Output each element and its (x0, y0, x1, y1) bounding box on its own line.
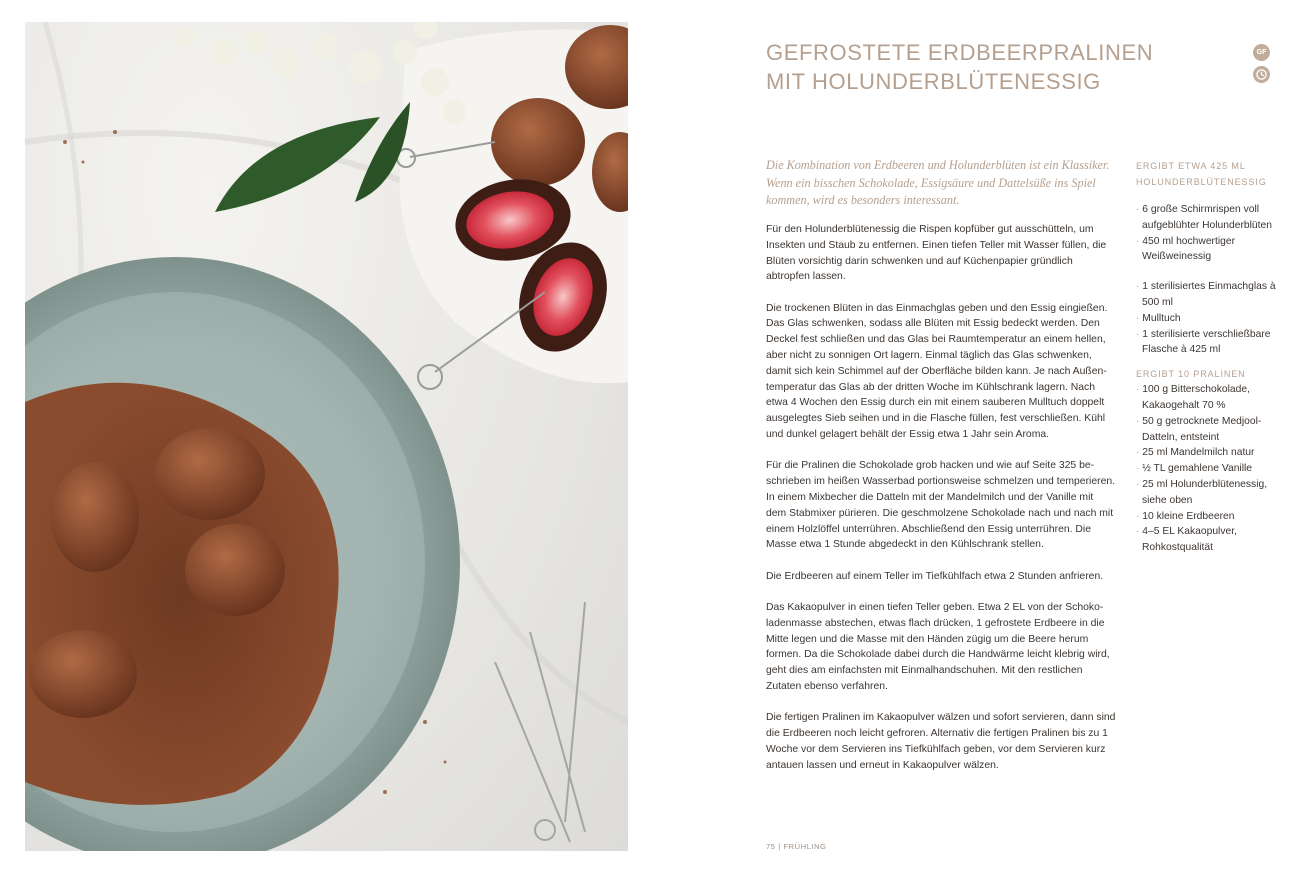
recipe-step: Die trockenen Blüten in das Einmachglas geben und den Essig eingießen. Das Glas schwenken, sodass alle Blüten mit Essig bedeckt werden. Den Deckel fest schließen und das Glas bei Raumtemperatur an einem hellen, aber nicht zu sonnigen Ort lagern. Einmal täglich das Glas schwenken, damit sich kein Schimmel auf der Oberfläche bilden kann. Je nach Außentemperatur das Glas ab der dritten Woche im Kühlschrank lagern. Nach etwa 4 Wochen den Essig durch ein mit einem sauberen Mulltuch doppelt ausgelegtes Sieb seihen und in die Flasche füllen, fest verschließen. Kühl und dunkel gelagert behält der Essig etwa 1 Jahr sein Aroma. (766, 302, 1108, 441)
recipe-photo (25, 22, 628, 851)
ingredient-item: · 10 kleine Erdbeeren (1136, 509, 1276, 525)
ingredient-item: · 6 große Schirmrispen voll aufgeblühter Holunderblüten (1136, 202, 1276, 234)
recipe-steps (766, 222, 1116, 789)
equipment-item: · 1 sterilisierte verschließbare Flasche à 425 ml (1136, 327, 1276, 359)
vinegar-ingredients (1136, 202, 1276, 265)
recipe-title (766, 38, 1166, 96)
recipe-step: Für die Pralinen die Schokolade grob hacken und wie auf Seite 325 beschrieben im heißen Wasserbad portionsweise schmelzen und temperieren. In einem Mixbecher die Datteln mit der Mandelmilch und der Vanille mit dem Stabmixer pürieren. Die geschmolzene Schokolade nach und nach mit einem Holzlöffel unterrühren. Abschließend den Essig unterrühren. Die Masse etwa 1 Stunde abgedeckt in den Kühlschrank stellen. (766, 460, 1116, 551)
recipe-intro: Die Kombination von Erdbeeren und Holunderblüten ist ein Klassiker. Wenn ein bisschen Schokolade, Essigsäure und Dattelsüße ins Spiel kommen, wird es besonders interessant. (766, 158, 1110, 207)
clock-icon-glyph (1256, 69, 1267, 80)
yield-heading-vinegar: ERGIBT ETWA 425 ML HOLUNDERBLÜTENESSIG (1136, 161, 1267, 187)
photo-illustration (25, 22, 628, 851)
footer-separator: | (778, 842, 781, 851)
section-name: FRÜHLING (783, 842, 827, 851)
recipe-step: Die fertigen Pralinen im Kakaopulver wälzen und sofort servieren, dann sind die Erdbeeren noch leicht gefroren. Alternativ die fertigen Pralinen bis zu 1 Woche vor dem Servieren ins Tiefkühlfach geben, vor dem Servieren kurz antauen lassen und erneut in Kakaopulver wälzen. (766, 712, 1116, 771)
page-footer (766, 842, 827, 851)
recipe-step: Die Erdbeeren auf einem Teller im Tiefkühlfach etwa 2 Stunden anfrieren. (766, 570, 1104, 582)
yield-heading-pralines: ERGIBT 10 PRALINEN (1136, 369, 1246, 380)
recipe-title-line1: GEFROSTETE ERDBEERPRALINEN (766, 40, 1154, 65)
clock-icon (1253, 66, 1270, 83)
ingredient-item: · 25 ml Mandelmilch natur (1136, 445, 1276, 461)
ingredient-item: · 100 g Bitterschokolade, Kakaogehalt 70 % (1136, 382, 1276, 414)
recipe-step: Für den Holunderblütenessig die Rispen kopfüber gut ausschütteln, um Insekten und Staub zu entfernen. Einen tiefen Teller mit Wasser füllen, die Blüten vorsichtig darin schwenken und auf Küchenpapier gründlich abtropfen lassen. (766, 224, 1107, 283)
page-number: 75 (766, 842, 776, 851)
equipment-item: · 1 sterilisiertes Einmachglas à 500 ml (1136, 279, 1276, 311)
ingredient-item: · 4–5 EL Kakaopulver, Rohkostqualität (1136, 524, 1276, 556)
recipe-badges (1253, 44, 1271, 88)
ingredient-item: · 450 ml hochwertiger Weißweinessig (1136, 234, 1276, 266)
praline-ingredients (1136, 382, 1276, 556)
ingredient-item: · ½ TL gemahlene Vanille (1136, 461, 1276, 477)
ingredient-item: · 50 g getrocknete Medjool-Datteln, entsteint (1136, 414, 1276, 446)
recipe-step: Das Kakaopulver in einen tiefen Teller geben. Etwa 2 EL von der Schokoladenmasse abstechen, etwas flach drücken, 1 gefrostete Erdbeere in die Mitte legen und die Masse mit den Händen zügig um die Beere herum formen. Da die Schokolade dabei durch die Handwärme leicht klebrig wird, geht dies am einfachsten mit Einmalhandschuhen. Mit den restlichen Zutaten ebenso verfahren. (766, 601, 1110, 692)
recipe-title-line2: MIT HOLUNDERBLÜTENESSIG (766, 69, 1101, 94)
equipment-list (1136, 279, 1276, 358)
ingredient-item: · 25 ml Holunderblütenessig, siehe oben (1136, 477, 1276, 509)
gluten-free-badge: GF (1253, 44, 1270, 61)
ingredients-sidebar (1136, 158, 1276, 556)
equipment-item: · Mulltuch (1136, 311, 1276, 327)
